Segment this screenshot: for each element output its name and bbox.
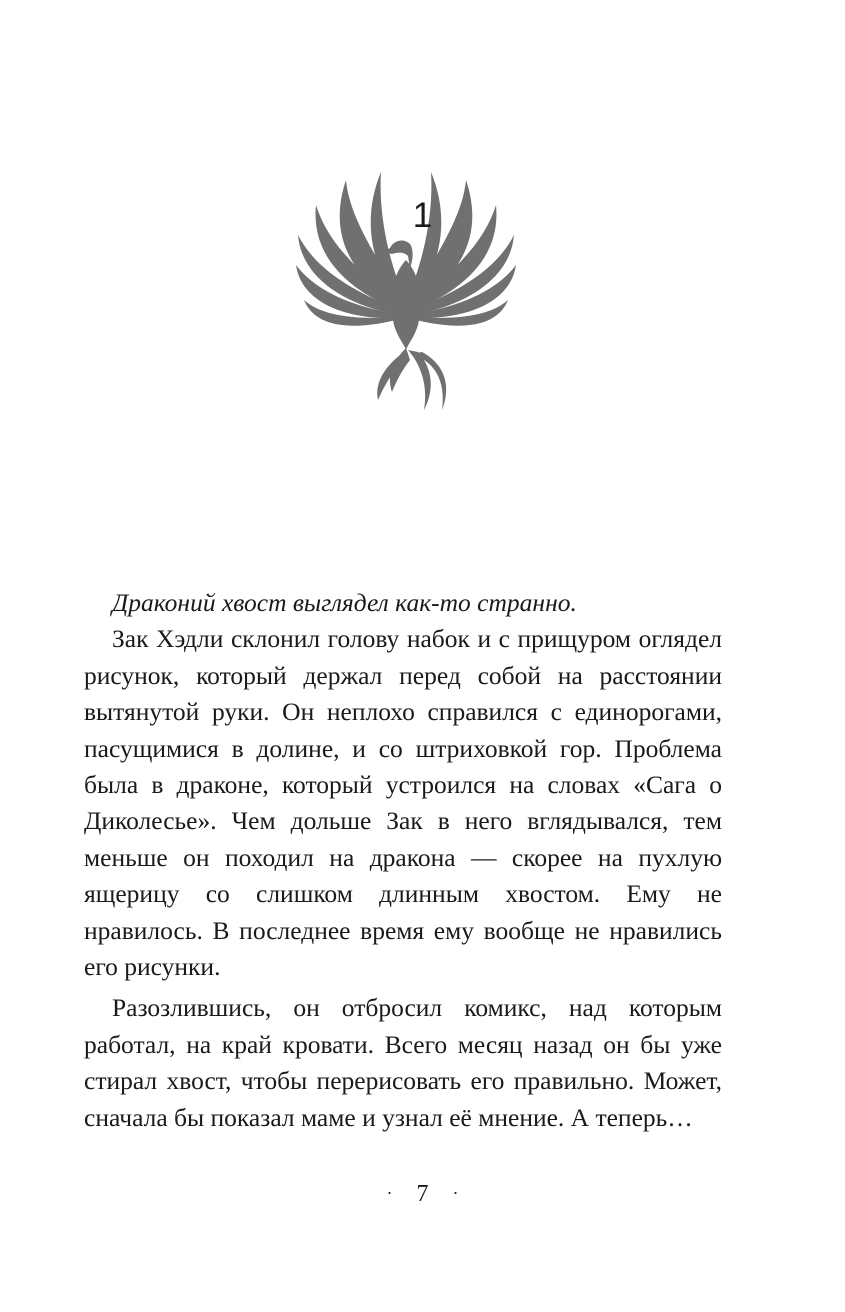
folio-separator-left: · [386, 1183, 393, 1203]
paragraph-body: Зак Хэдли склонил голову набок и с прищуром оглядел рисунок, который держал перед собой на расстоянии вытянутой руки. Он неплохо справился с единорогами, пасущимися в долине, и со штриховкой гор. Проблема была в драконе, который устроился на словах «Сага о Диколесье». Чем дольше Зак в него вглядывался, тем меньше он походил на дракона — скорее на пухлую ящерицу со слишком длинным хвостом. Ему не нравилось. В последнее время ему вообще не нравились его рисунки. [84, 624, 722, 982]
page-footer [0, 1178, 845, 1209]
paragraph-body: Разозлившись, он отбросил комикс, над которым работал, на край кровати. Всего месяц назад он бы уже стирал хвост, чтобы перерисовать его правильно. Может, сначала бы показал маме и узнал её мнение. А теперь… [84, 993, 722, 1132]
chapter-number: 1 [412, 196, 433, 235]
chapter-text [84, 585, 722, 1136]
folio-separator-right: · [452, 1183, 459, 1203]
page-number: 7 [416, 1181, 429, 1207]
paragraph-epigraph: Драконий хвост выглядел как-то странно. [112, 588, 577, 617]
